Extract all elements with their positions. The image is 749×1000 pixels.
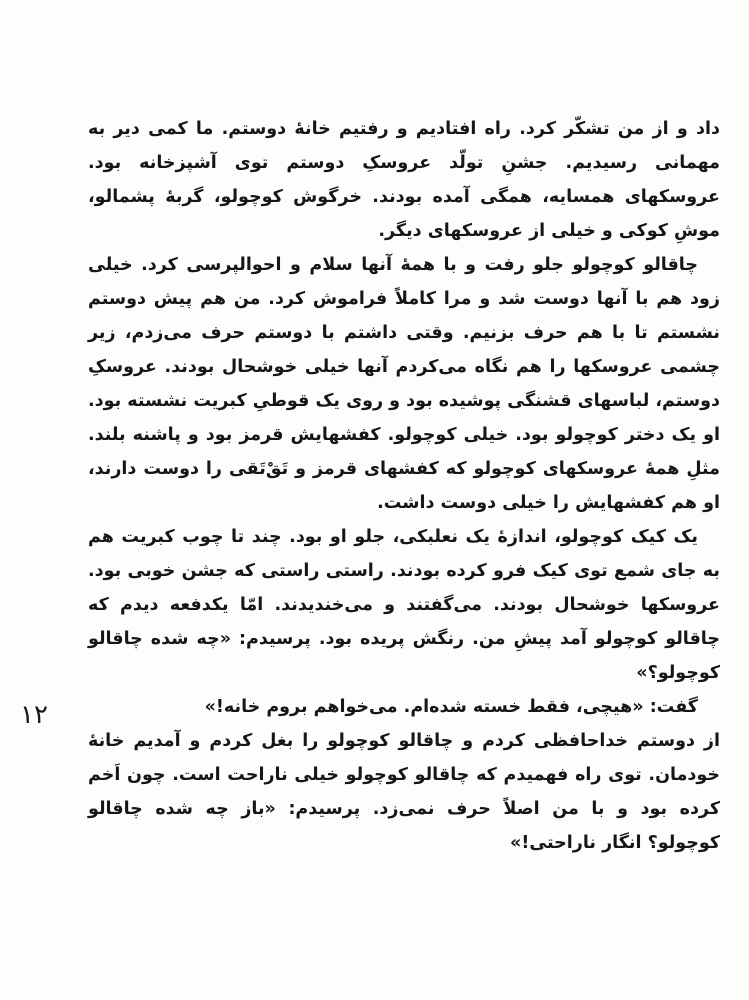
story-text	[88, 112, 720, 860]
page-number: ۱۲	[20, 700, 48, 730]
paragraph-3: یک کیک کوچولو، اندازهٔ یک نعلبکی، جلو او بود. چند تا چوب کبریت هم به جای شمع توی کیک فرو کرده بودند. راستی راستی که جشن خوبی بود. عروسکها خوشحال بودند. می‌گفتند و می‌خندیدند. امّا یکدفعه دیدم که چاقالو کوچولو آمد پیشِ من. رنگش پریده بود. پرسیدم: «چه شده چاقالو کوچولو؟»	[88, 527, 720, 683]
paragraph-2: چاقالو کوچولو جلو رفت و با همهٔ آنها سلام و احوالپرسی کرد. خیلی زود هم با آنها دوست شد و مرا کاملاً فراموش کرد. من هم پیش دوستم نشستم تا با هم حرف بزنیم. وقتی داشتم با دوستم حرف می‌زدم، زیر چشمی عروسکها را هم نگاه می‌کردم آنها خیلی خوشحال بودند. عروسکِ دوستم، لباسهای قشنگی پوشیده بود و روی یک قوطیِ کبریت نشسته بود. او یک دختر کوچولو بود. خیلی کوچولو. کفشهایش قرمز بود و پاشنه بلند. مثلِ همهٔ عروسکهای کوچولو که کفشهای قرمز و تَقْ‌تَقی را دوست دارند، او هم کفشهایش را خیلی دوست داشت.	[88, 255, 720, 513]
paragraph-1: داد و از من تشکّر کرد. راه افتادیم و رفتیم خانهٔ دوستم. ما کمی دیر به مهمانی رسیدیم. جشنِ تولّد عروسکِ دوستم توی آشپزخانه بود. عروسکهای همسایه، همگی آمده بودند. خرگوش کوچولو، گربهٔ پشمالو، موشِ کوکی و خیلی از عروسکهای دیگر.	[88, 119, 720, 241]
paragraph-5: از دوستم خداحافظی کردم و چاقالو کوچولو را بغل کردم و آمدیم خانهٔ خودمان. توی راه فهمیدم که چاقالو کوچولو خیلی ناراحت است. چون اَخم کرده بود و با من اصلاً حرف نمی‌زد. پرسیدم: «باز چه شده چاقالو کوچولو؟ انگار ناراحتی!»	[88, 731, 720, 853]
paragraph-4: گفت: «هیچی، فقط خسته شده‌ام. می‌خواهم بروم خانه!»	[204, 697, 698, 717]
